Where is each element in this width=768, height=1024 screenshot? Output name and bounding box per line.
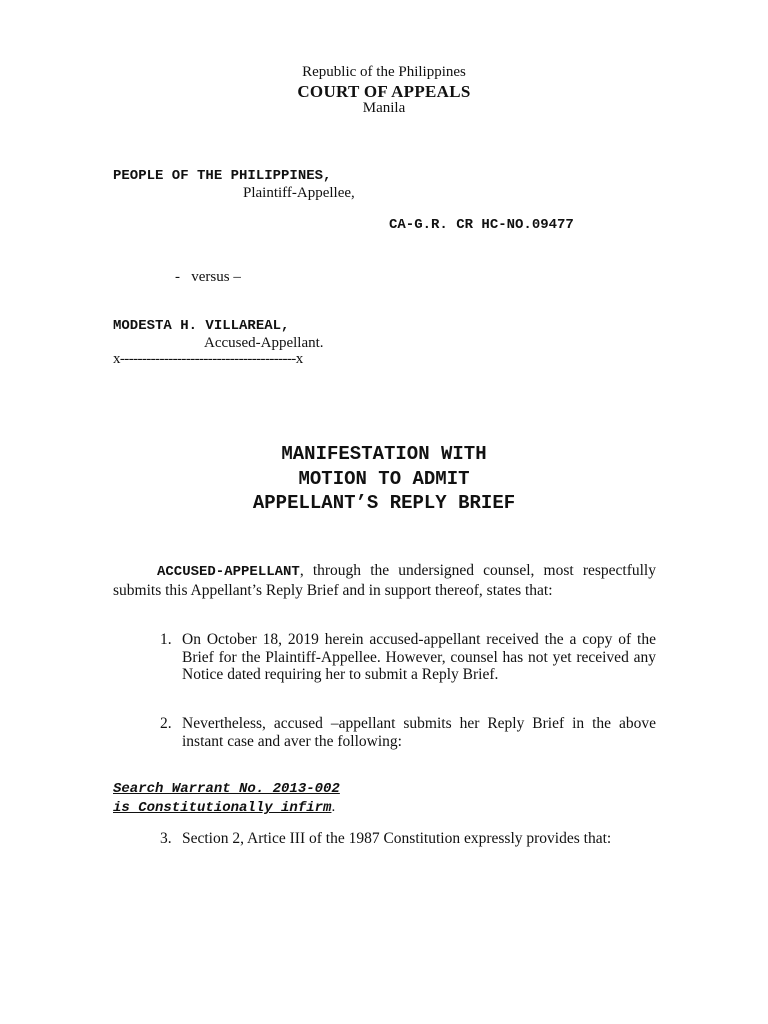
case-number: CA-G.R. CR HC-NO.09477 xyxy=(389,217,574,233)
section-heading-text: is Constitutionally infirm xyxy=(113,800,332,816)
list-item xyxy=(160,631,656,703)
title-line-3: APPELLANT’S REPLY BRIEF xyxy=(252,492,516,514)
item-number: 1. xyxy=(160,631,172,648)
item-text: Section 2, Artice III of the 1987 Constitution expressly provides that: xyxy=(182,830,612,847)
intro-party: ACCUSED-APPELLANT xyxy=(157,564,300,580)
court-city: Manila xyxy=(362,100,406,116)
section-heading-line-2 xyxy=(113,798,335,816)
plaintiff-name: PEOPLE OF THE PHILIPPINES, xyxy=(113,168,332,184)
caption-divider: x----------------------------------------x xyxy=(113,351,303,367)
accused-role: Accused-Appellant. xyxy=(204,335,324,351)
title-line-2: MOTION TO ADMIT xyxy=(298,468,470,490)
list-item xyxy=(160,830,656,866)
list-item xyxy=(160,715,656,751)
item-number: 2. xyxy=(160,715,172,732)
republic-line: Republic of the Philippines xyxy=(302,64,466,80)
intro-paragraph xyxy=(113,562,656,599)
versus-line: - versus – xyxy=(175,269,241,285)
item-number: 3. xyxy=(160,830,172,847)
court-name: COURT OF APPEALS xyxy=(297,82,471,101)
section-heading-suffix: . xyxy=(331,799,336,815)
item-text: Nevertheless, accused –appellant submits her Reply Brief in the above instant case and aver the following: xyxy=(182,715,656,750)
section-heading-line-1: Search Warrant No. 2013-002 xyxy=(113,781,340,797)
title-line-1: MANIFESTATION WITH xyxy=(281,443,487,465)
accused-name: MODESTA H. VILLAREAL, xyxy=(113,318,290,334)
item-text: On October 18, 2019 herein accused-appellant received the a copy of the Brief for the Plaintiff-Appellee. However, counsel has not yet received any Notice dated requiring her to submit a Reply Brief. xyxy=(182,631,656,683)
intro-text: , through the undersigned counsel, most respectfully submits this Appellant’s Reply Brief and in support thereof, states that: xyxy=(113,562,656,599)
plaintiff-role: Plaintiff-Appellee, xyxy=(243,185,355,201)
